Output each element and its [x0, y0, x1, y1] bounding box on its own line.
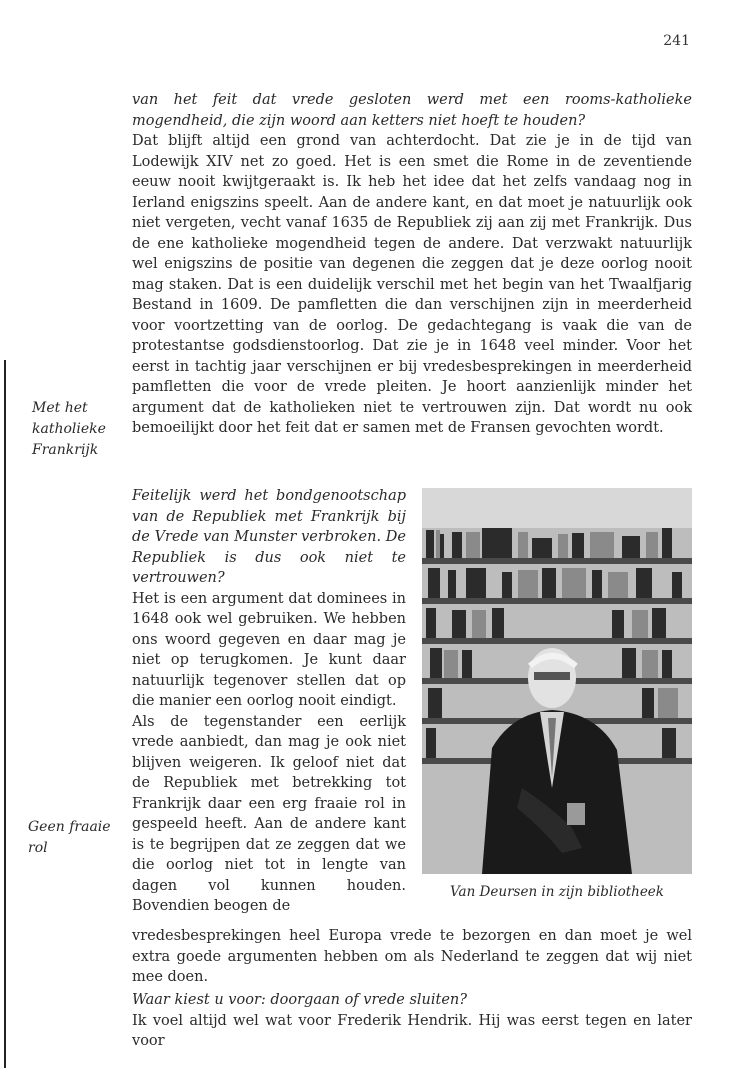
- interview-answer: Het is een argument dat dominees in 1648 ook wel gebruiken. We hebben ons woord gegeven en daar mag je niet op terugkomen. Je kunt daar natuurlijk tegenover stellen dat op die manier een oorlog nooit eindigt.: [132, 590, 406, 709]
- margin-note-katholieke-frankrijk: [32, 398, 122, 461]
- page-number: 241: [663, 33, 690, 49]
- interview-block-2: [132, 486, 406, 917]
- interview-block-1: [132, 90, 692, 439]
- interview-question: van het feit dat vrede gesloten werd met een rooms-katholieke mogendheid, die zijn woord aan ketters niet hoeft te houden?: [132, 92, 692, 129]
- margin-note-geen-fraaie-rol: [28, 817, 123, 859]
- interview-question: Feitelijk werd het bondgenootschap van de Republiek met Frankrijk bij de Vrede van Munster verbroken. De Republiek is dus ook niet te vertrouwen?: [132, 488, 406, 586]
- scan-edge-line: [4, 360, 6, 1068]
- margin-note-line: Met het: [32, 400, 88, 416]
- interview-answer: Dat blijft altijd een grond van achterdocht. Dat zie je in de tijd van Lodewijk XIV net zo goed. Het is een smet die Rome in de zeventiende eeuw nooit kwijtgeraakt is. Ik heb het idee dat het zelfs vandaag nog in Ierland enigszins speelt. Aan de andere kant, en dat moet je natuurlijk ook niet vergeten, vecht vanaf 1635 de Republiek zij aan zij met Frankrijk. Dus de ene katholieke mogendheid tegen de andere. Dat verzwakt natuurlijk wel enigszins de positie van degenen die zeggen dat je deze oorlog nooit mag staken. Dat is een duidelijk verschil met het begin van het Twaalfjarig Bestand in 1609. De pamfletten die dan verschijnen zijn in meerderheid voor voortzetting van de oorlog. De gedachtegang is vaak die van de protestantse godsdienstoorlog. Dat zie je in 1648 veel minder. Voor het eerst in tachtig jaar verschijnen er bij vredesbesprekingen in meerderheid pamfletten die voor de vrede pleiten. Je hoort aanzienlijk minder het argument dat de katholieken niet te vertrouwen zijn. Dat wordt nu ook bemoeilijkt door het feit dat er samen met de Fransen gevochten wordt.: [132, 133, 692, 436]
- photo-caption: Van Deursen in zijn bibliotheek: [450, 884, 664, 900]
- library-photo: [422, 488, 692, 874]
- bookshelf-portrait-image: [422, 488, 692, 874]
- interview-block-3: [132, 990, 692, 1052]
- margin-note-line: katholieke: [32, 421, 106, 437]
- margin-note-line: rol: [28, 840, 48, 856]
- interview-answer-continuation: vredesbesprekingen heel Europa vrede te bezorgen en dan moet je wel extra goede argumenten hebben om als Nederland te zeggen dat wij niet mee doen.: [132, 928, 692, 985]
- interview-answer: Ik voel altijd wel wat voor Frederik Hendrik. Hij was eerst tegen en later voor: [132, 1012, 692, 1049]
- margin-note-line: Geen fraaie: [28, 819, 111, 835]
- margin-note-line: Frankrijk: [32, 442, 99, 458]
- interview-answer-continued: Als de tegenstander een eerlijk vrede aanbiedt, dan mag je ook niet blijven weigeren. Ik geloof niet dat de Republiek met betrekking tot Frankrijk daar een erg fraaie rol in gespeeld heeft. Aan de andere kant is te begrijpen dat ze zeggen dat we die oorlog niet tot in lengte van dagen vol kunnen houden. Bovendien beogen de: [132, 713, 406, 914]
- interview-question: Waar kiest u voor: doorgaan of vrede sluiten?: [132, 992, 468, 1008]
